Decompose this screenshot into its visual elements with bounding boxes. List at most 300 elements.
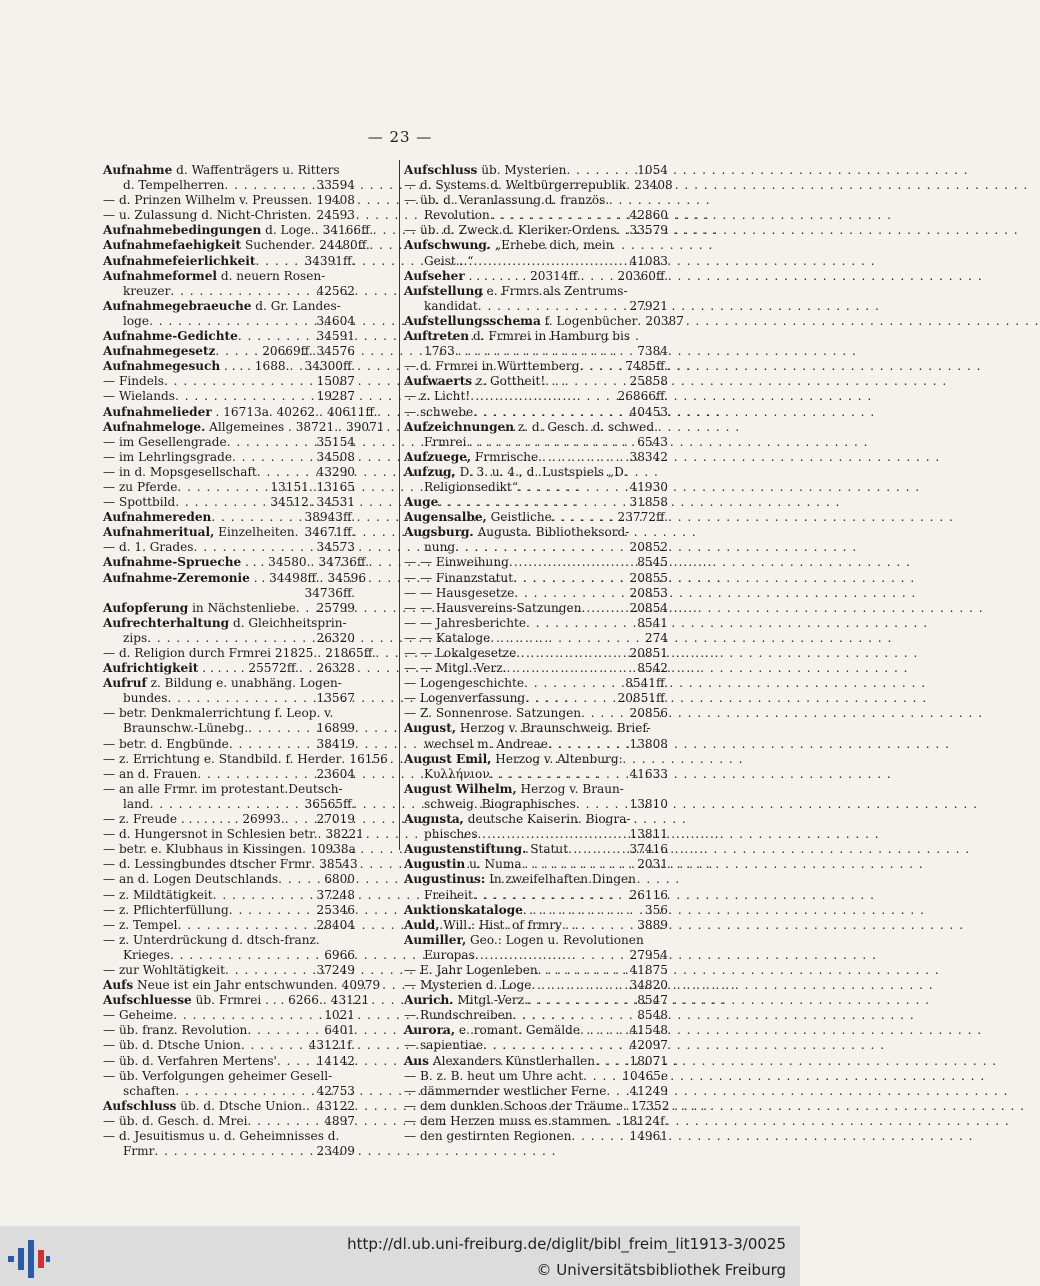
entry-number: 38342	[629, 449, 668, 464]
index-entry	[404, 525, 668, 540]
entry-term: — — Hausvereins-Satzungen	[404, 600, 582, 615]
index-entry	[404, 888, 668, 903]
entry-term: bundes	[123, 691, 168, 706]
entry-term: Aufseher . . . . . . . . 20314ff.	[404, 268, 581, 283]
index-entry	[404, 374, 668, 389]
entry-term: Aufnahmeloge. Allgemeines . 38721.	[103, 419, 339, 434]
entry-term: Aufzeichnungen z. d. Gesch. d. schwed.	[404, 419, 658, 434]
entry-term: Auld, Will.: Hist. of frmry	[404, 917, 562, 932]
entry-number: 31858	[629, 495, 668, 510]
entry-term: kandidat	[424, 298, 478, 313]
index-entry	[404, 797, 668, 812]
entry-number: 13811	[629, 827, 668, 842]
leader-dots	[224, 178, 314, 193]
index-entry	[404, 299, 668, 314]
index-entry	[404, 1023, 668, 1038]
index-entry	[404, 586, 668, 601]
entry-term: — Wielands	[103, 389, 175, 404]
leader-dots	[232, 450, 315, 465]
index-entry	[404, 1008, 668, 1023]
entry-term: Aufnahmegesuch . . . . 1688.	[103, 359, 290, 374]
leader-dots	[154, 1144, 314, 1159]
entry-term: — üb. d. Veranlassung d. französ.	[404, 193, 610, 208]
entry-term: — Logenverfassung	[404, 691, 526, 706]
leader-dots	[483, 1038, 628, 1053]
entry-term: Aufnahmeformel d. neuern Rosen-	[103, 268, 326, 283]
index-entry	[404, 405, 668, 420]
entry-term: — Mysterien d. Loge	[404, 978, 532, 993]
leader-dots	[175, 495, 268, 510]
index-entry	[404, 178, 673, 193]
leader-dots	[513, 1008, 636, 1023]
entry-number: 13567	[316, 691, 355, 706]
index-entry	[103, 540, 355, 555]
index-entry	[404, 918, 668, 933]
leader-dots	[531, 978, 627, 993]
entry-term: d. Tempelherren	[123, 178, 225, 193]
entry-term: kreuzer	[123, 283, 171, 298]
entry-number: 20851ff.	[617, 691, 668, 706]
leader-dots	[215, 344, 260, 359]
entry-term: — u. Zulassung d. Nicht-Christen	[103, 208, 308, 223]
entry-number: 7384	[637, 344, 668, 359]
index-entry	[103, 872, 355, 887]
entry-number: 41930	[629, 479, 668, 494]
index-entry	[103, 314, 355, 329]
leader-dots	[525, 691, 615, 706]
entry-term: — Findels	[103, 374, 164, 389]
leader-dots	[518, 480, 627, 495]
entry-term: Aufschluss üb. Mysterien	[404, 163, 567, 177]
entry-term: — üb. d. Dtsche Union	[103, 1038, 241, 1053]
entry-term: Aufopferung in Nächstenliebe	[103, 600, 296, 615]
index-entry	[404, 420, 668, 435]
leader-dots	[595, 1054, 627, 1069]
index-entry	[103, 525, 355, 540]
entry-number: 7485ff.	[625, 359, 668, 374]
leader-dots	[580, 1023, 627, 1038]
entry-term: Aufruf z. Bildung e. unabhäng. Logen-	[103, 676, 342, 691]
leader-dots	[295, 525, 303, 540]
leader-dots	[248, 721, 314, 736]
entry-number: 34508	[316, 449, 355, 464]
leader-dots	[552, 510, 616, 525]
entry-number: 38943ff.	[304, 510, 355, 525]
entry-term: 1763	[424, 344, 455, 359]
index-entry	[103, 1114, 355, 1129]
entry-term: — üb. Verfolgungen geheimer Gesell-	[103, 1068, 333, 1083]
leader-dots	[455, 540, 627, 555]
leader-dots	[238, 329, 315, 344]
index-entry	[103, 797, 355, 812]
entry-number: 37248	[316, 887, 355, 902]
leader-dots	[149, 314, 314, 329]
index-entry	[103, 1008, 355, 1023]
entry-number: 41083	[629, 253, 668, 268]
entry-term: — üb. d. Verfahren Mertens'	[103, 1053, 277, 1068]
leader-dots	[175, 1084, 314, 1099]
entry-term: Aurora, e. romant. Gemälde	[404, 1023, 581, 1038]
leader-dots	[197, 767, 314, 782]
entry-number: 34671ff.	[304, 525, 355, 540]
entry-number: 6401	[324, 1023, 355, 1038]
entry-number: 27954	[629, 947, 668, 962]
entry-term: — — Hausgesetze	[404, 585, 515, 600]
index-entry	[404, 872, 668, 887]
entry-term: — den gestirnten Regionen	[404, 1129, 572, 1143]
entry-term: — dem dunklen Schoos der Träume	[404, 1098, 623, 1113]
entry-term: — zu Pferde	[103, 479, 178, 494]
entry-term: Auftreten d. Frmrei in Hamburg bis	[404, 329, 631, 344]
entry-number: 25346	[316, 902, 355, 917]
leader-dots	[170, 284, 314, 299]
entry-number: 20852	[629, 540, 668, 555]
entry-number: 8542	[637, 661, 668, 676]
entry-term: wechsel m. Andreae	[424, 736, 548, 751]
index-entry	[103, 857, 358, 872]
entry-number: 26116	[629, 887, 668, 902]
index-entry	[103, 586, 355, 601]
entry-number: 20854	[629, 600, 668, 615]
leader-dots	[490, 631, 643, 646]
entry-number: 2031	[637, 857, 668, 872]
index-entry	[103, 1054, 355, 1069]
entry-number: 8547	[637, 993, 668, 1008]
entry-number: 6966	[324, 947, 355, 962]
entry-term: — Spottbild	[103, 495, 176, 510]
entry-number: 34391ff.	[304, 253, 355, 268]
entry-term: — an alle Frmr. im protestant.Deutsch-	[103, 781, 343, 796]
index-entry	[103, 495, 355, 510]
entry-number: 20855	[629, 570, 668, 585]
entry-number: 17352	[630, 1098, 670, 1113]
index-entry	[404, 767, 668, 782]
entry-number: 42860	[629, 208, 668, 223]
entry-term: Aufnahme-Sprueche . . . 34580.	[103, 555, 311, 570]
index-entry	[103, 1069, 355, 1084]
leader-dots	[606, 1084, 627, 1099]
leader-dots	[247, 1114, 322, 1129]
leader-dots	[524, 676, 623, 691]
leader-dots	[229, 737, 315, 752]
entry-term: — d. Hungersnot in Schlesien betr.	[103, 827, 318, 842]
leader-dots	[523, 903, 643, 918]
entry-term: Freiheit	[424, 887, 473, 902]
entry-number: 34604	[316, 313, 355, 328]
index-entry	[103, 570, 367, 586]
leader-dots	[478, 827, 628, 842]
entry-number: 34573	[316, 540, 355, 555]
entry-term: — üb. d. Gesch. d. Mrei	[103, 1113, 248, 1128]
index-entry	[103, 767, 355, 782]
index-entry	[404, 254, 668, 269]
index-entry	[404, 842, 668, 857]
leader-dots	[490, 208, 628, 223]
entry-number: 36565ff.	[304, 796, 355, 811]
index-entry	[404, 269, 668, 284]
leader-dots	[211, 510, 302, 525]
leader-dots	[562, 918, 635, 933]
entry-number: 13151. 13165	[270, 479, 355, 494]
copyright-notice: © Universitätsbibliothek Freiburg	[536, 1261, 786, 1279]
index-entry	[404, 812, 668, 827]
index-entry	[103, 254, 355, 269]
entry-term: Κυλλήνιον	[424, 766, 490, 781]
index-entry	[103, 812, 355, 827]
leader-dots	[617, 223, 628, 238]
leader-dots	[583, 1069, 620, 1084]
index-entry	[103, 691, 355, 706]
index-entry	[103, 374, 355, 389]
entry-number: 6800	[324, 872, 355, 887]
entry-term: Aufzuege, Frmrische	[404, 449, 539, 464]
index-entry	[404, 857, 668, 872]
entry-number: 20360ff.	[617, 268, 668, 283]
entry-term: Geist...“	[424, 253, 474, 268]
entry-term: — z. Pflichterfüllung	[103, 902, 229, 917]
entry-term: — üb. franz. Revolution	[103, 1023, 248, 1038]
entry-term: nung	[424, 540, 456, 555]
index-entry	[404, 344, 668, 359]
entry-term: — zur Wohltätigkeit	[103, 962, 226, 977]
entry-term: phisches	[424, 827, 478, 842]
entry-number: 39071	[346, 419, 385, 434]
index-entry	[404, 948, 668, 963]
entry-number: 37249	[316, 962, 355, 977]
entry-number: 40979	[341, 978, 381, 993]
entry-number: 35154	[316, 434, 355, 449]
entry-number: 6543	[637, 434, 668, 449]
entry-number: 16899	[316, 721, 355, 736]
index-entry	[404, 903, 668, 918]
leader-dots	[571, 1129, 627, 1144]
index-entry	[404, 933, 668, 948]
entry-term: — betr. e. Klubhaus in Kissingen	[103, 842, 303, 857]
entry-term: — — Kataloge	[404, 630, 491, 645]
entry-term: Krieges	[123, 947, 170, 962]
leader-dots	[475, 948, 628, 963]
entry-number: 34300ff.	[304, 359, 355, 374]
index-entry	[404, 691, 668, 706]
leader-dots	[581, 269, 616, 284]
entry-term: Aufs Neue ist ein Jahr entschwunden	[103, 978, 334, 993]
index-entry	[404, 163, 668, 178]
index-entry	[404, 208, 668, 223]
leader-dots	[514, 586, 627, 601]
entry-term: Aumiller, Geo.: Logen u. Revolutionen	[404, 932, 644, 947]
index-entry	[404, 978, 668, 993]
index-entry	[404, 631, 668, 646]
index-entry	[103, 1099, 355, 1114]
leader-dots	[473, 888, 628, 903]
entry-term: Europas	[424, 947, 475, 962]
entry-number: 1021	[324, 1008, 355, 1023]
entry-term: Aufnahmeritual, Einzelheiten	[103, 525, 295, 540]
leader-dots	[164, 374, 315, 389]
entry-term: August Wilhelm, Herzog v. Braun-	[404, 781, 624, 796]
index-entry	[404, 450, 668, 465]
page-number: — 23 —	[367, 128, 433, 146]
entry-term: — — Einweihung	[404, 555, 509, 570]
entry-number: 41249	[629, 1083, 668, 1098]
index-entry	[103, 344, 355, 359]
index-entry	[103, 510, 355, 525]
leader-dots	[150, 797, 303, 812]
index-entry	[404, 676, 668, 691]
entry-number: 42097	[629, 1038, 668, 1053]
entry-number: 13810	[629, 796, 668, 811]
entry-number: 41633	[629, 766, 668, 781]
index-entry	[103, 963, 355, 978]
leader-dots	[194, 540, 315, 555]
leader-dots	[608, 1114, 620, 1129]
entry-term: Braunschw.-Lünebg.	[123, 721, 249, 736]
index-entry	[404, 782, 668, 797]
index-entry	[103, 193, 355, 208]
leader-dots	[299, 661, 315, 676]
entry-number: 26320	[316, 630, 355, 645]
leader-dots	[170, 948, 322, 963]
entry-number: 14961	[629, 1129, 668, 1143]
entry-term: — dem Herzen muss es stammen	[404, 1113, 608, 1128]
entry-term: Augsburg. Augusta. Bibliotheksord-	[404, 525, 630, 540]
entry-term: Aufnahmegesetz	[103, 344, 216, 359]
leader-dots	[296, 601, 315, 616]
leader-dots	[278, 872, 322, 887]
entry-number: 27019	[316, 812, 355, 827]
entry-number: 274	[644, 630, 668, 645]
leader-dots	[506, 661, 635, 676]
entry-term: — schwebe	[404, 404, 474, 419]
entry-number: 20669ff. 34576	[262, 344, 355, 359]
entry-number: 18071	[629, 1053, 668, 1068]
leader-dots	[241, 1038, 307, 1053]
index-entry	[404, 465, 668, 480]
leader-dots	[285, 812, 315, 827]
index-entry	[103, 404, 378, 420]
entry-number: 26866ff.	[617, 389, 668, 404]
entry-number: 33594	[316, 178, 355, 193]
entry-term: — z. Unterdrückung d. dtsch-franz.	[103, 932, 320, 947]
entry-term: — — Lokalgesetze	[404, 646, 517, 660]
index-entry	[404, 540, 668, 555]
index-entry	[103, 555, 369, 570]
index-entry	[103, 329, 355, 344]
entry-number: 23409	[316, 1144, 355, 1159]
leader-dots	[478, 299, 628, 314]
entry-term: loge	[123, 313, 150, 328]
entry-number: 8541	[637, 615, 668, 630]
index-entry	[103, 1144, 355, 1159]
entry-number: 25799	[316, 600, 355, 615]
index-entry	[103, 359, 355, 374]
entry-term: — z. Freude . . . . . . . . 26993.	[103, 812, 285, 827]
leader-dots	[582, 601, 628, 616]
entry-term: Aufschluesse üb. Frmrei . . . 6266.	[103, 993, 323, 1008]
entry-term: August Emil, Herzog v. Altenburg:	[404, 751, 623, 766]
index-entry	[103, 1023, 355, 1038]
leader-dots	[576, 797, 628, 812]
entry-term: Aufschwung. „Erhebe dich, mein	[404, 238, 614, 253]
entry-term: Aufnahme-Zeremonie . . 34498ff.	[103, 570, 320, 585]
entry-number: 41548	[629, 1023, 668, 1038]
entry-number: 14142	[316, 1053, 355, 1068]
index-entry	[103, 419, 385, 435]
entry-term: — d. Religion durch Frmrei 21825.	[103, 646, 318, 660]
index-entry	[404, 993, 668, 1008]
entry-number: 20387	[645, 313, 684, 328]
entry-number: 20856	[629, 706, 668, 721]
entry-term: Auge	[404, 495, 439, 510]
entry-term: schweig. Biographisches	[424, 796, 576, 811]
index-entry	[103, 918, 355, 933]
index-entry	[103, 948, 355, 963]
entry-number: 42562	[316, 283, 355, 298]
entry-number: 8541ff.	[625, 676, 668, 691]
index-entry	[103, 601, 355, 616]
entry-term: — Logengeschichte	[404, 676, 525, 691]
entry-term: — im Lehrlingsgrade	[103, 449, 232, 464]
entry-term: Aufnahmefeierlichkeit	[103, 253, 256, 268]
entry-term: Aufwaerts z. Gottheit!	[404, 374, 546, 389]
entry-term: Frmr	[123, 1144, 155, 1159]
index-entry	[103, 903, 355, 918]
index-entry	[103, 299, 355, 314]
leader-dots	[213, 888, 315, 903]
leader-dots	[466, 435, 635, 450]
entry-number: 1054	[637, 163, 668, 177]
leader-dots	[538, 963, 628, 978]
entry-term: Augusta, deutsche Kaiserin. Biogra-	[404, 812, 631, 827]
index-entry	[404, 721, 668, 736]
entry-number: 10938a	[310, 842, 356, 857]
leader-dots	[277, 1054, 315, 1069]
entry-term: Auktionskataloge	[404, 902, 523, 917]
leader-dots	[490, 767, 628, 782]
entry-number: 18124f.	[621, 1113, 668, 1128]
entry-number: 34512. 34531	[270, 495, 355, 510]
leader-dots	[579, 359, 623, 374]
index-entry	[404, 284, 668, 299]
entry-term: Aufstellungsschema f. Logenbücher	[404, 313, 638, 328]
index-entry	[404, 737, 668, 752]
entry-number: 26328	[316, 661, 355, 676]
index-entry	[103, 751, 388, 767]
leader-dots	[167, 691, 314, 706]
leader-dots	[513, 571, 627, 586]
leader-dots	[568, 842, 627, 857]
index-entry	[103, 435, 355, 450]
index-entry	[404, 661, 668, 676]
index-column-right	[404, 163, 684, 1144]
source-url-link[interactable]: http://dl.ub.uni-freiburg.de/diglit/bibl_freim_lit1913-3/0025	[347, 1235, 786, 1253]
entry-term: — d. Jesuitismus u. d. Geheimnisses d.	[103, 1129, 340, 1143]
entry-number: 16156	[349, 751, 388, 766]
index-column-left	[103, 163, 388, 1159]
index-entry	[103, 163, 355, 178]
index-entry	[103, 978, 381, 993]
entry-term: — d. 1. Grades	[103, 540, 194, 555]
index-entry	[103, 706, 355, 721]
leader-dots	[538, 450, 627, 465]
index-entry	[404, 223, 668, 238]
index-entry	[103, 721, 355, 736]
entry-number: 38419	[316, 736, 355, 751]
entry-term: — Rundschreiben	[404, 1008, 513, 1023]
index-entry	[103, 284, 355, 299]
index-entry	[404, 963, 668, 978]
library-logo-icon	[6, 1236, 52, 1282]
